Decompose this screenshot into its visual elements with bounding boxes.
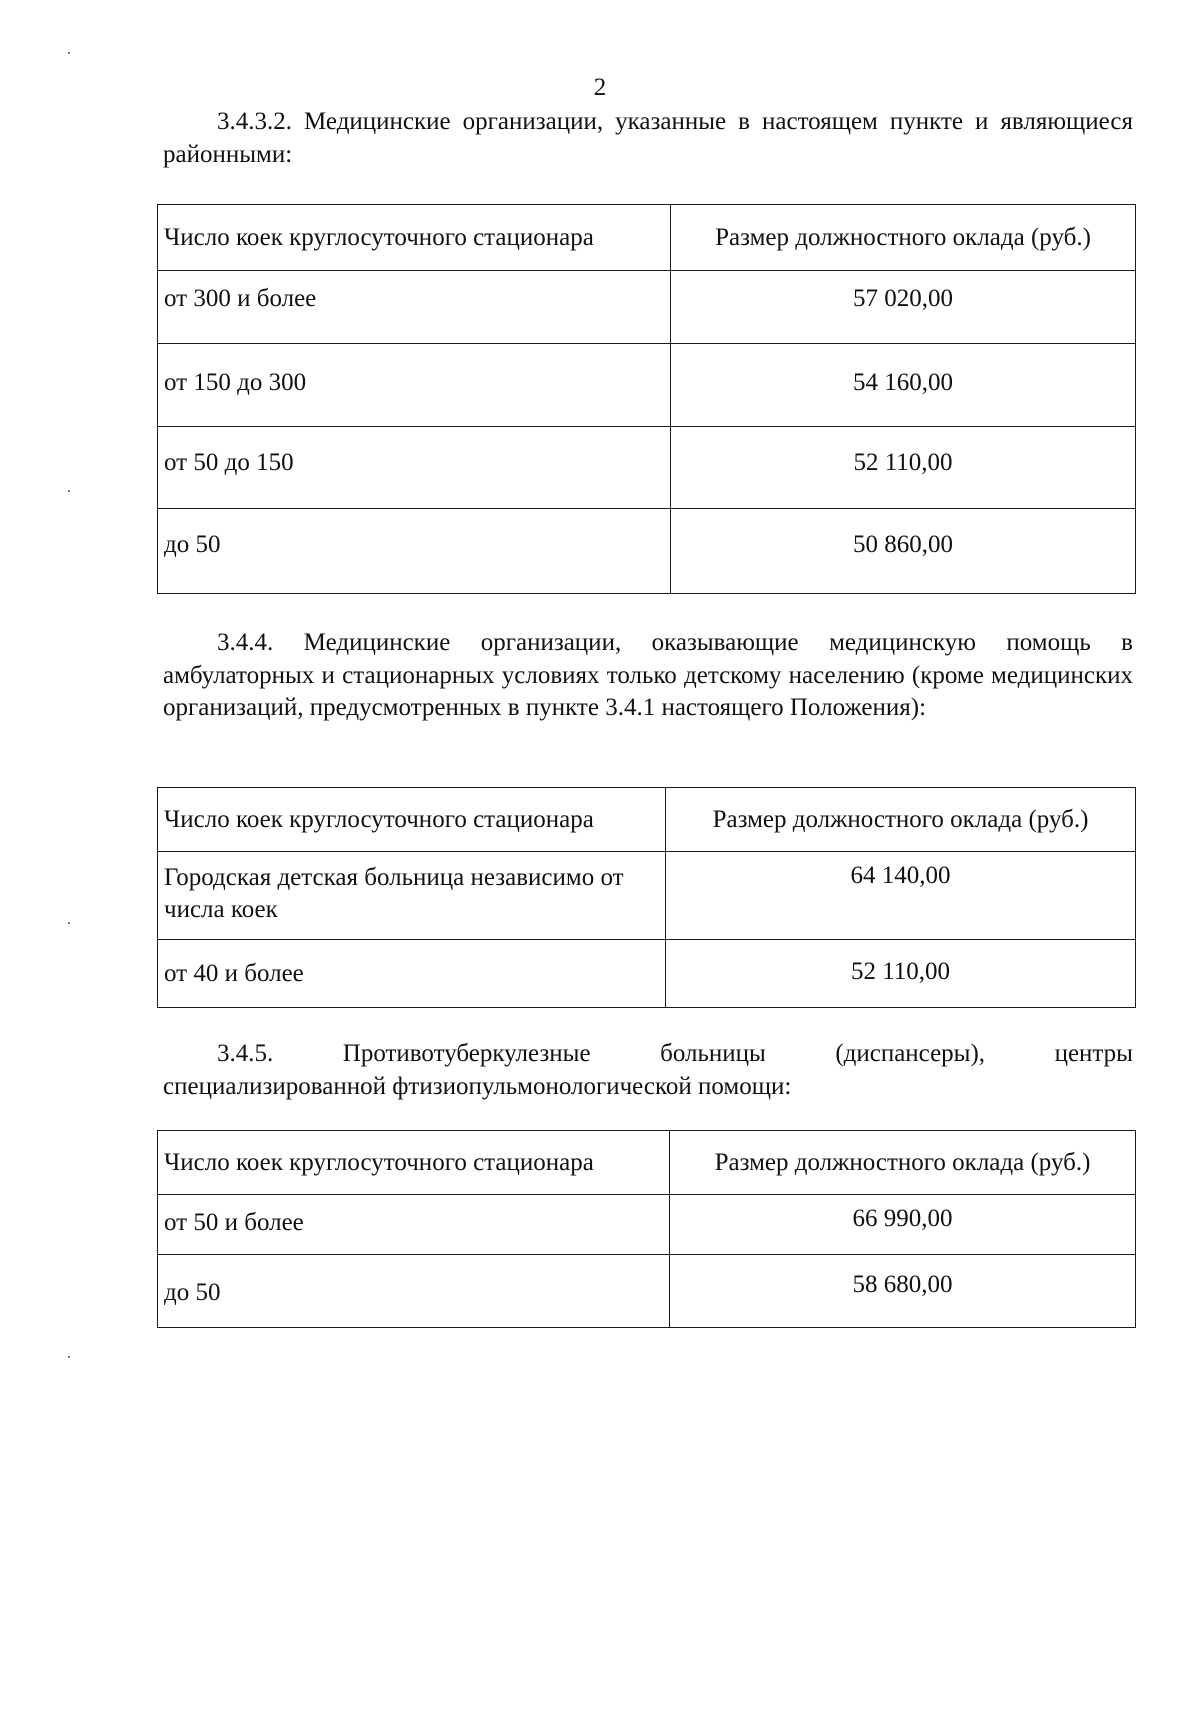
header-beds: Число коек круглосуточного стационара: [158, 788, 666, 852]
table-row: [158, 940, 1136, 1008]
section-345-word: больницы: [660, 1040, 766, 1067]
table-row: [158, 852, 1136, 940]
section-3432-text: 3.4.3.2. Медицинские организации, указанные в настоящем пункте и являющиеся районными:: [163, 108, 1133, 168]
section-345-word: (диспансеры),: [835, 1040, 986, 1067]
row-beds: от 50 и более: [158, 1195, 670, 1255]
table-row: [158, 271, 1136, 344]
section-3432-table: [157, 204, 1136, 594]
row-beds: от 50 до 150: [158, 427, 671, 509]
section-345-line-1: [163, 1038, 1133, 1071]
row-beds: до 50: [158, 1255, 670, 1328]
table-header-row: [158, 1131, 1136, 1195]
row-salary: 58 680,00: [670, 1255, 1136, 1328]
row-beds: от 300 и более: [158, 271, 671, 344]
row-salary: 64 140,00: [666, 852, 1136, 940]
row-salary: 66 990,00: [670, 1195, 1136, 1255]
section-344-text: 3.4.4. Медицинские организации, оказывающие медицинскую помощь в амбулаторных и стационарных условиях только детскому населению (кроме медицинских организаций, предусмотренных в пункте 3.4.1 настоящего Положения):: [163, 629, 1133, 721]
table-header-row: [158, 788, 1136, 852]
row-salary: 52 110,00: [666, 940, 1136, 1008]
header-beds: Число коек круглосуточного стационара: [158, 1131, 670, 1195]
scan-speck: [68, 490, 70, 492]
section-345-table: [157, 1130, 1136, 1328]
table-row: [158, 1195, 1136, 1255]
section-345-line-2: специализированной фтизиопульмонологической помощи:: [163, 1072, 792, 1100]
row-beds: от 150 до 300: [158, 344, 671, 427]
row-salary: 52 110,00: [671, 427, 1136, 509]
table-header-row: [158, 205, 1136, 271]
row-salary: 57 020,00: [671, 271, 1136, 344]
scan-speck: [68, 1356, 70, 1358]
header-beds: Число коек круглосуточного стационара: [158, 205, 671, 271]
section-345-word: Противотуберкулезные: [342, 1040, 591, 1067]
table-row: [158, 509, 1136, 594]
row-beds: Городская детская больница независимо от числа коек: [158, 852, 666, 940]
header-salary: Размер должностного оклада (руб.): [671, 205, 1136, 271]
header-salary: Размер должностного оклада (руб.): [666, 788, 1136, 852]
section-344-table: [157, 787, 1136, 1008]
scan-speck: [68, 922, 70, 924]
header-salary: Размер должностного оклада (руб.): [670, 1131, 1136, 1195]
row-beds: от 40 и более: [158, 940, 666, 1008]
page-number: 2: [593, 74, 607, 101]
section-345-word: 3.4.5.: [217, 1040, 274, 1067]
section-345-text: [163, 1038, 1133, 1103]
table-row: [158, 427, 1136, 509]
row-salary: 50 860,00: [671, 509, 1136, 594]
row-salary: 54 160,00: [671, 344, 1136, 427]
table-row: [158, 344, 1136, 427]
table-row: [158, 1255, 1136, 1328]
scan-speck: [68, 52, 70, 54]
section-345-word: центры: [1054, 1040, 1133, 1067]
row-beds: до 50: [158, 509, 671, 594]
